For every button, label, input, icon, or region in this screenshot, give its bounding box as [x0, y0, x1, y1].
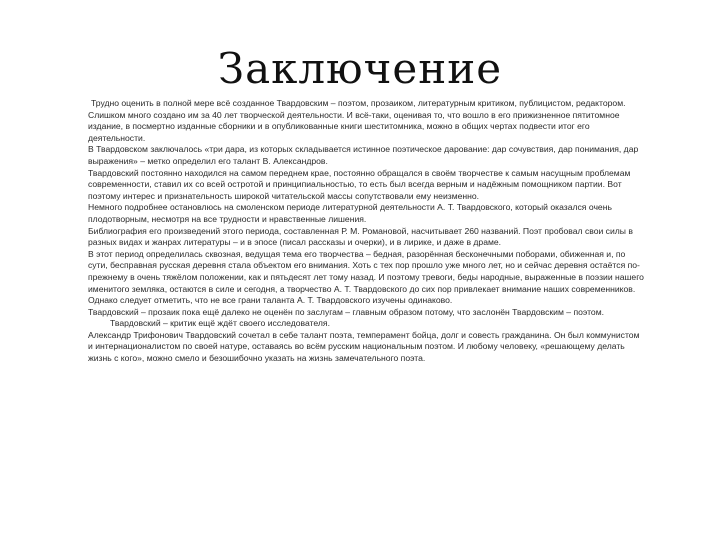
slide-body	[88, 98, 644, 365]
paragraph: В Твардовском заключалось «три дара, из которых складывается истинное поэтическое дарование: дар сочувствия, дар понимания, дар выражения» – метко определил его талант В. Александров.	[88, 144, 639, 166]
paragraph: Немного подробнее остановлюсь на смоленском периоде литературной деятельности А. Т. Твардовского, который оказался очень плодотворным, несмотря на все трудности и нравственные лишения.	[88, 202, 612, 224]
paragraph: Твардовский – критик ещё ждёт своего исследователя.	[110, 318, 330, 329]
paragraph: Библиография его произведений этого периода, составленная Р. М. Романовой, насчитывает 260 названий. Поэт пробовал свои силы в разных видах и жанрах литературы – и в эпосе (писал рассказы и очерки), и в лирике, и даже в драме.	[88, 225, 633, 248]
paragraph: Твардовский – прозаик пока ещё далеко не оценён по заслугам – главным образом потому, что заслонён Твардовским – поэтом.	[88, 306, 604, 317]
paragraph: В этот период определилась сквозная, ведущая тема его творчества – бедная, разорённая бесконечными поборами, обиженная и, по сути, бесправная русская деревня стала объектом его внимания. Хоть с тех пор прошло уже много лет, но и сейчас деревня остаётся по-прежнему в очень тяжёлом положении, как и пятьдесят лет тому назад. И поэтому тревоги, беды народные, выраженные в поэзии нашего именитого земляка, остаются в силе и сегодня, а творчество А. Т. Твардовского до сих пор привлекает внимание наших современников.	[88, 248, 644, 294]
paragraph: Александр Трифонович Твардовский сочетал в себе талант поэта, темперамент бойца, долг и совесть гражданина. Он был коммунистом и интернационалистом по своей натуре, оставаясь во всём русским национальным поэтом. И любому человеку, «решающему делать жизнь с кого», можно смело и безошибочно указать на жизнь замечательного поэта.	[88, 329, 640, 364]
paragraph: Трудно оценить в полной мере всё созданное Твардовским – поэтом, прозаиком, литературным критиком, публицистом, редактором. Слишком много создано им за 40 лет творческой деятельности. И всё-таки, оценивая то, что вошло в его прижизненное пятитомное издание, в посмертно изданные сборники и в опубликованные книги шеститомника, можно в общих чертах подвести итог его деятельности.	[88, 98, 626, 143]
paragraph: Твардовский постоянно находился на самом переднем крае, постоянно обращался в своём творчестве к самым насущным проблемам современности, ставил их со всей остротой и принципиальностью, то есть был всегда верным и надёжным помощником партии. Вот поэтому интерес и признательность широкой читательской массы сопутствовали ему неизменно.	[88, 167, 631, 201]
slide-title: Заключение	[217, 44, 503, 93]
paragraph: Однако следует отметить, что не все грани таланта А. Т. Твардовского изучены одинаково.	[88, 295, 453, 306]
